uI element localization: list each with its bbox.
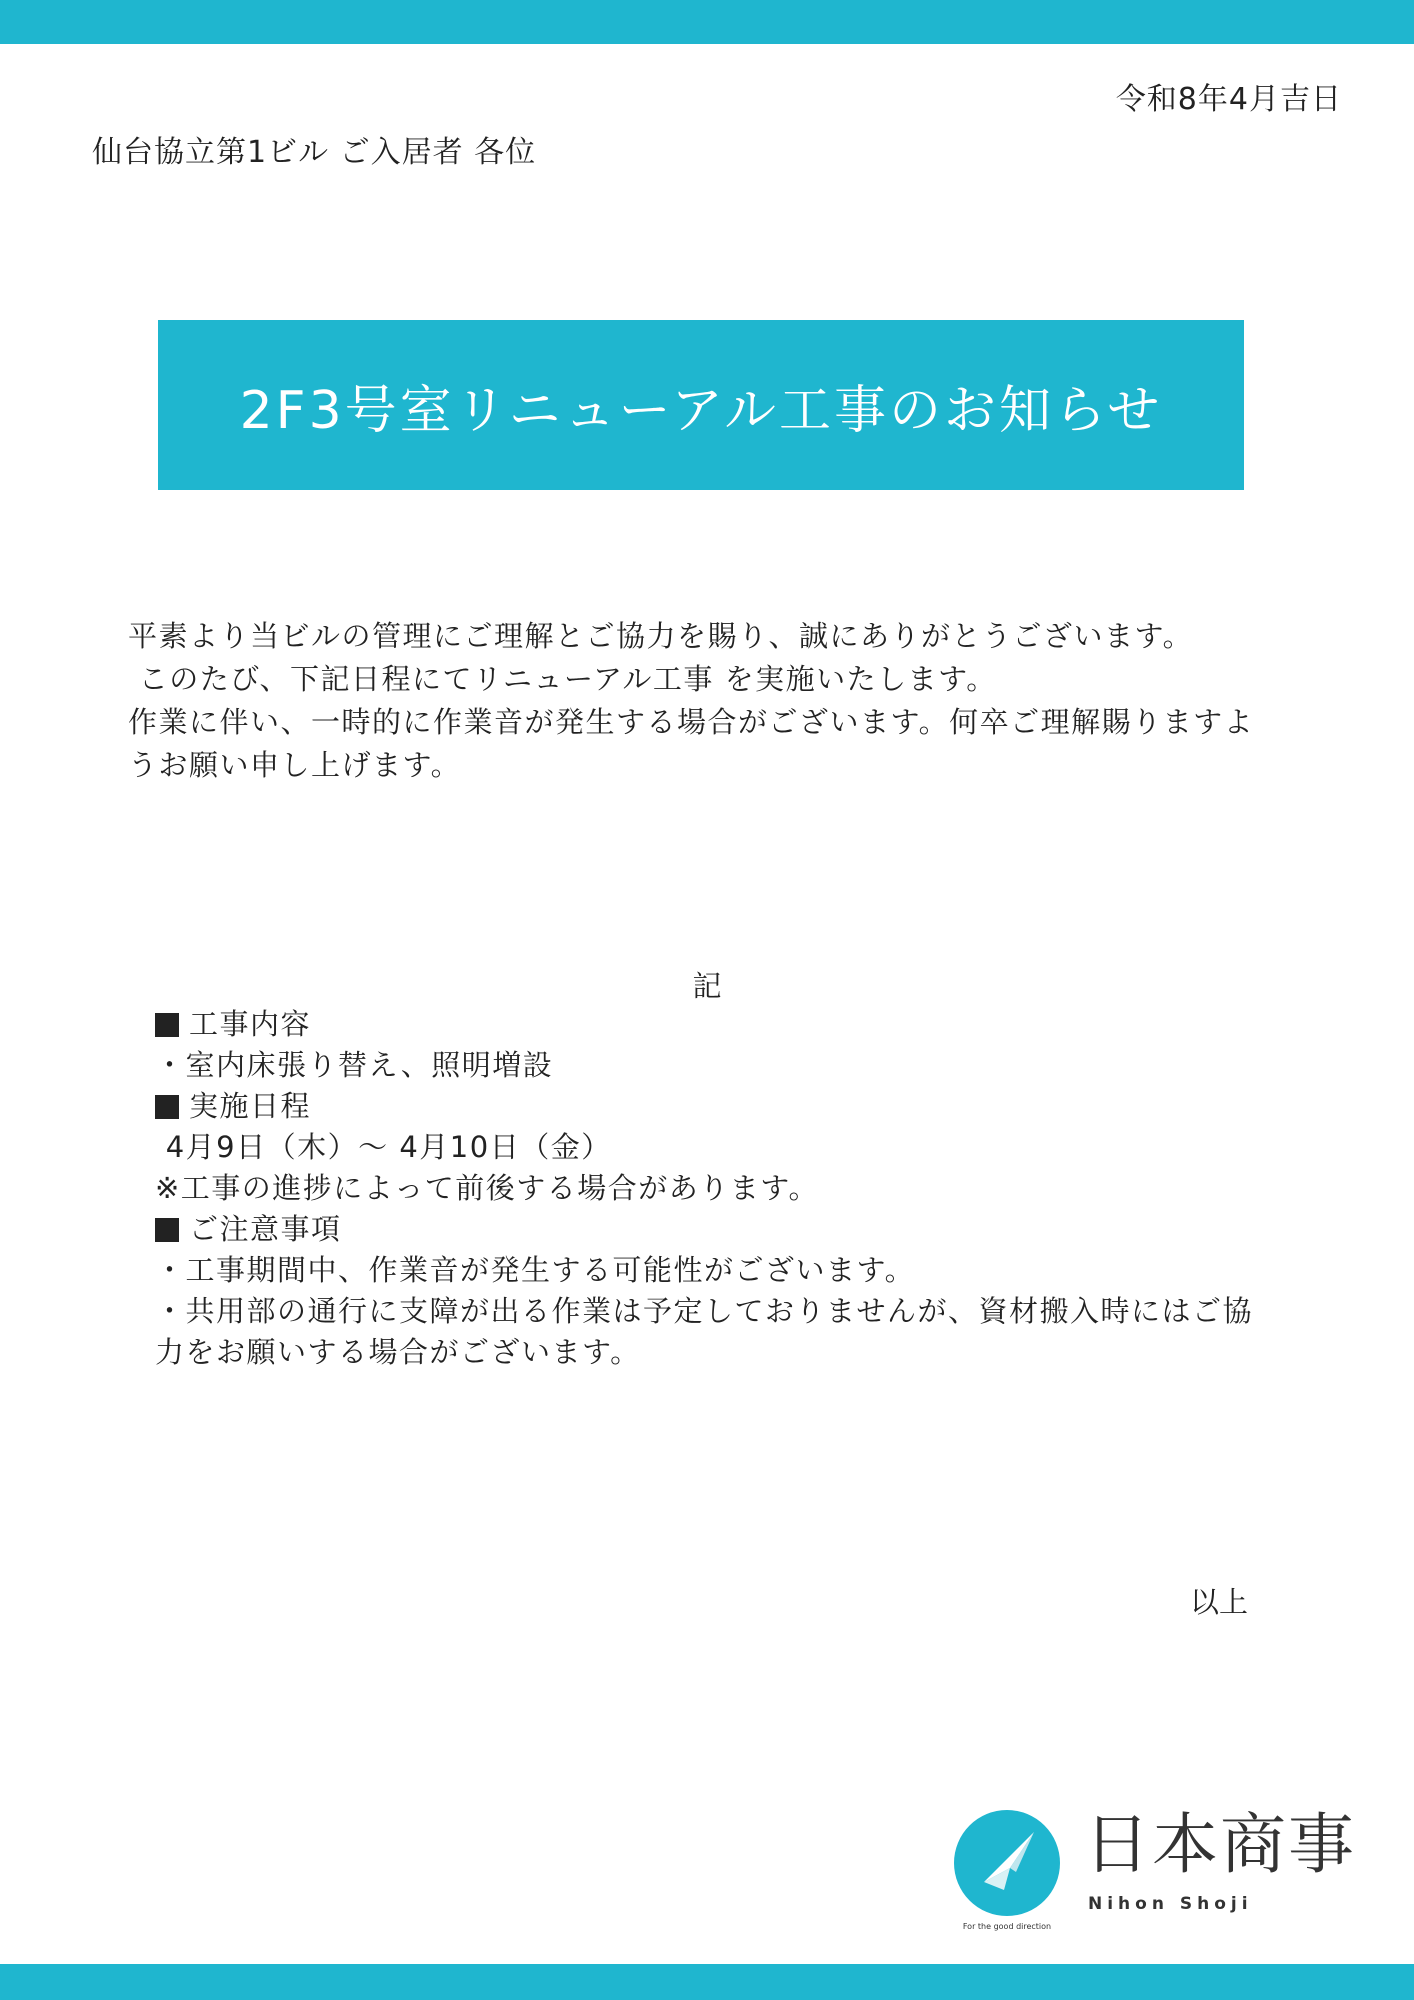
notice-title: 2F3号室リニューアル工事のお知らせ [239,380,1163,441]
section-work-heading [155,1004,1265,1045]
intro-paragraph [128,615,1278,787]
section-notes-item-2: ・共用部の通行に支障が出る作業は予定しておりませんが、資材搬入時にはご協力をお願いする場合がございます。 [155,1294,1254,1369]
square-bullet-icon [155,1218,179,1242]
section-notes-item-1: ・工事期間中、作業音が発生する可能性がございます。 [155,1253,916,1287]
square-bullet-icon [155,1095,179,1119]
square-bullet-icon [155,1013,179,1037]
section-schedule-heading [155,1086,1265,1127]
section-schedule-dates: 4月9日（木）〜 4月10日（金） [155,1130,612,1164]
title-banner [158,320,1244,490]
company-logo [952,1806,1356,1938]
closing-ijo: 以上 [1189,1585,1248,1619]
paper-plane-icon [954,1810,1060,1916]
top-accent-bar [0,0,1414,44]
bottom-accent-bar [0,1964,1414,2000]
intro-line-3: 作業に伴い、一時的に作業音が発生する場合がございます。何卒ご理解賜りますようお願い申し上げます。 [128,705,1255,782]
section-schedule-heading-label: 実施日程 [189,1089,312,1123]
logo-name-ja: 日本商事 [1084,1806,1356,1883]
ki-heading: 記 [692,969,722,1003]
section-notes-heading-label: ご注意事項 [189,1212,342,1246]
section-notes-heading [155,1209,1265,1250]
details-section [155,1004,1265,1373]
section-work-item: ・室内床張り替え、照明増設 [155,1048,554,1082]
intro-line-1: 平素より当ビルの管理にご理解とご協力を賜り、誠にありがとうございます。 [128,619,1194,653]
logo-name-en: Nihon Shoji [1088,1894,1253,1914]
logo-tagline: For the good direction [962,1922,1052,1931]
issue-date: 令和8年4月吉日 [1115,82,1342,117]
recipient-line: 仙台協立第1ビル ご入居者 各位 [92,135,537,170]
section-schedule-note: ※工事の進捗によって前後する場合があります。 [155,1171,819,1205]
intro-line-2: このたび、下記日程にてリニューアル工事 を実施いたします。 [128,662,997,696]
section-work-heading-label: 工事内容 [189,1007,312,1041]
